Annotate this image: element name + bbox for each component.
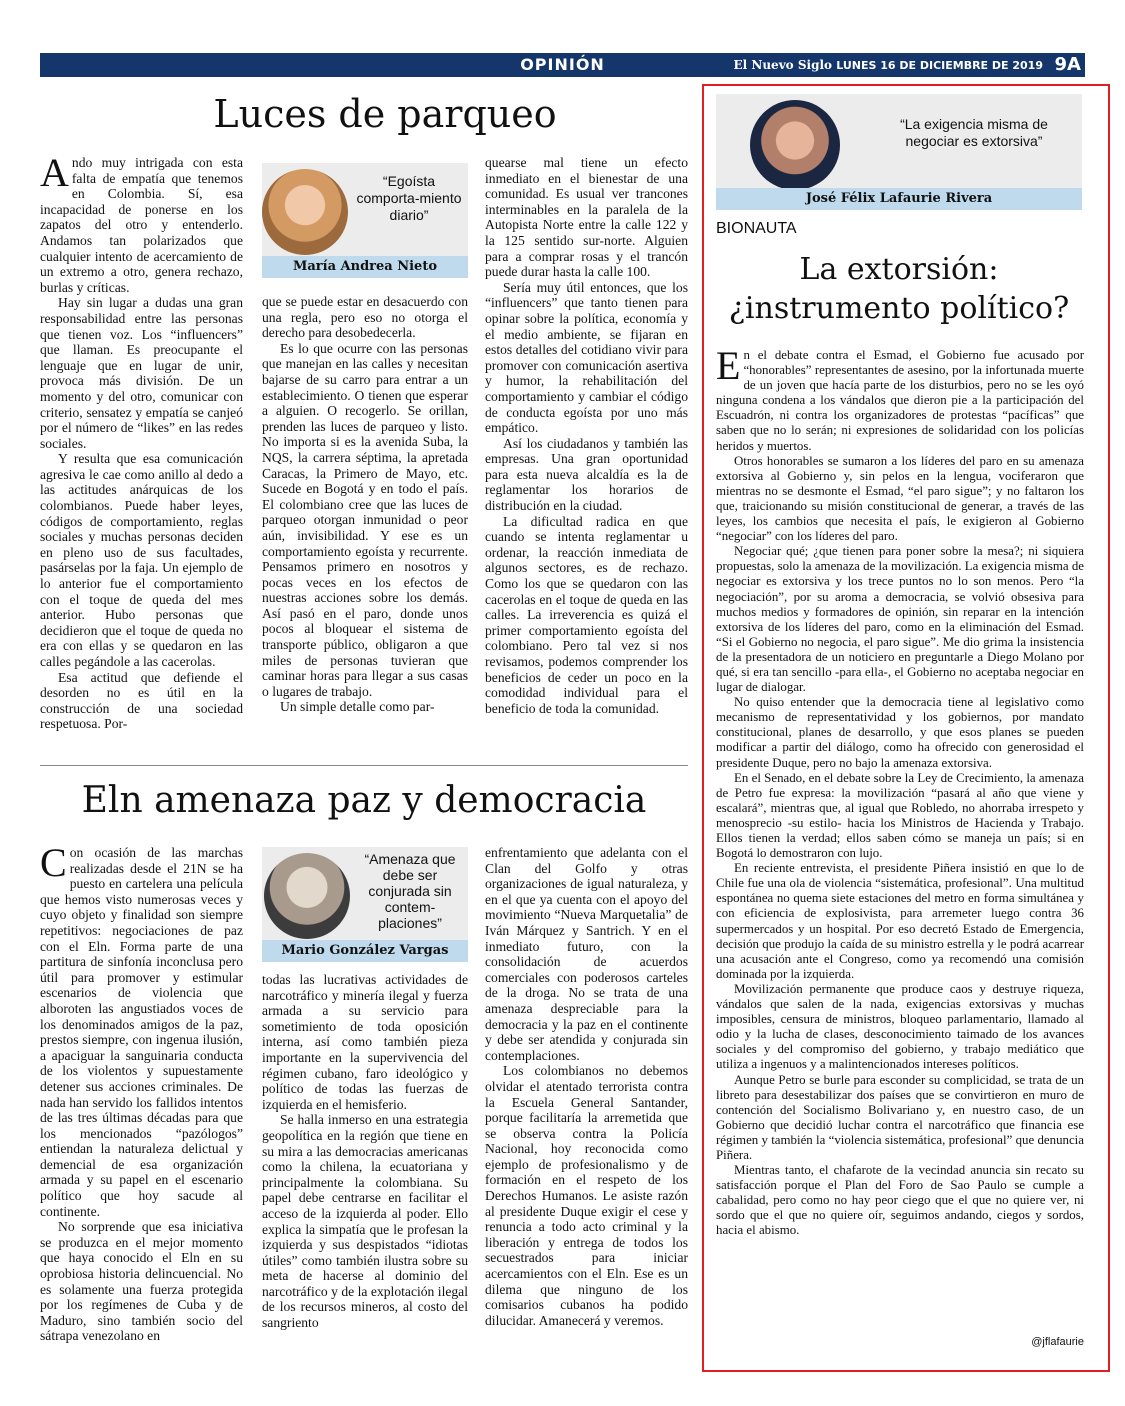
paragraph: No sorprende que esa iniciativa se produzca en el mejor momento que haya conocido el Eln en su oprobiosa historia delincuencial. No es solamente una fuerza protegida por los regímenes de Cuba y de Maduro, sino también socio del sátrapa venezolano en	[40, 1219, 243, 1344]
paragraph: Esa actitud que defiende el desorden no es útil en la construcción de una sociedad respetuosa. Por-	[40, 669, 243, 732]
paragraph: La dificultad radica en que cuando se intenta reglamentar u ordenar, la reacción inmediata de algunos sectores, es de rechazo. Como los que se quedaron con las cacerolas en el toque de queda en las calles. La irreverencia es quizá el primer comportamiento egoísta del colombiano. Pero tal vez si nos revisamos, podemos comprender los beneficios de ceder un poco en la comodidad individual para el beneficio de toda la comunidad.	[485, 513, 688, 716]
author-name: Mario González Vargas	[262, 940, 468, 962]
drop-cap: C	[40, 845, 67, 885]
author-name: José Félix Lafaurie Rivera	[716, 188, 1082, 210]
paper-name: El Nuevo Siglo	[733, 58, 833, 72]
paragraph: Movilización permanente que produce caos y destruye riqueza, vándalos que salen de la nada, exigencias extorsivas y muchas imposibles, censura de ministros, bloqueo parlamentario, llamado al odio y la lucha de clases, desconocimiento taimado de los avances sociales y del compromiso del gobierno, y trabajo mediático que utiliza a ingenuos y a malintencionados intereses políticos.	[716, 981, 1084, 1072]
paragraph: Negociar qué; ¿que tienen para poner sobre la mesa?; ni siquiera propuestas, solo la amenaza de la movilización. La exigencia misma de negociar es extorsiva y los trece puntos no lo son menos. Pero “la negociación”, por su aroma a democracia, se volvió obsesiva para muchos medios y formadores de opinión, sin reparar en la intención extorsiva de los líderes del paro, como en la eliminación del Esmad. “Si el Gobierno no negocia, el paro sigue”. Me dio grima la insistencia de la presentadora de un noticiero en preguntarle a Diego Molano por qué, si era tan sencillo -para ella-, el Gobierno no aceptaba negociar en lugar de dialogar.	[716, 544, 1084, 695]
paragraph: Los colombianos no debemos olvidar el atentado terrorista contra la Escuela General Santander, porque facilitaría la arremetida que se observa contra la Policía Nacional, hoy reconocida como ejemplo de profesionalismo y de formación en el respeto de los Derechos Humanos. Le asiste razón al presidente Duque exigir el cese y renuncia a todo acto criminal y la liberación y entrega de todos los secuestrados para iniciar acercamientos con el Eln. Ese es un dilema que ninguno de los comisarios cubanos ha podido dilucidar. Amanecerá y veremos.	[485, 1063, 688, 1328]
author-handle: @jflafaurie	[1031, 1336, 1084, 1348]
page-number: 9A	[1054, 54, 1081, 75]
paragraph: todas las lucrativas actividades de narcotráfico y minería ilegal y fuerza armada a su servicio para sometimiento de toda oposición interna, así como también pieza importante en la supervivencia del régimen cubano, faro ideológico y político de todas las fuerzas de izquierda en el hemisferio.	[262, 972, 468, 1112]
paragraph: Otros honorables se sumaron a los líderes del paro en su amenaza extorsiva al Gobierno y, sin pelos en la lengua, vociferaron que mientras no se desmonte el Esmad, “el paro sigue”; y no faltaron los que, traicionando su misión constitucional de generar, a través de las leyes, los cambios que necesita el país, le exigieron al Gobierno “negociar” con los líderes del paro.	[716, 453, 1084, 544]
article2-col2	[262, 972, 468, 1355]
pull-quote: “La exigencia misma de negociar es extorsiva”	[900, 116, 1048, 149]
column-kicker: BIONAUTA	[716, 220, 797, 237]
article1-col1	[40, 155, 243, 745]
issue-date: LUNES 16 DE DICIEMBRE DE 2019	[836, 59, 1043, 72]
article2-title: Eln amenaza paz y democracia	[81, 780, 647, 821]
article2-col1	[40, 845, 243, 1355]
pull-quote-box	[716, 94, 1082, 210]
paragraph: Sería muy útil entonces, que los “influencers” que tanto tienen para opinar sobre la política, economía y el medio ambiente, se fijaran en estos detalles del cotidiano vivir para promover con comunicación asertiva y humor, la rehabilitación del comportamiento y cambiar el código de conducta egoísta por uno más empático.	[485, 279, 688, 436]
paragraph: Mientras tanto, el chafarote de la vecindad anuncia sin recato su satisfacción porque el Plan del Foro de Sao Paulo se cumple a cabalidad, pero como no hay peor ciego que el que no quiere ver, ni sordo que el que no quiere oír, seguimos andando, ciegos y sordos, hacia el abismo.	[716, 1163, 1084, 1238]
author-photo	[750, 100, 840, 190]
pull-quote: “Amenaza que debe ser conjurada sin contem-placiones”	[364, 851, 456, 931]
paragraph: que se puede estar en desacuerdo con una regla, pero eso no otorga el derecho para desobedecerla.	[262, 294, 468, 341]
author-photo	[264, 853, 350, 939]
paragraph: ndo muy intrigada con esta falta de empatía que tenemos en Colombia. Sí, esa incapacidad de ponerse en los zapatos del otro y entenderlo. Andamos tan polarizados que cualquier intento de acercamiento de un extremo a otro, genera rechazo, burlas y críticas.	[40, 155, 243, 295]
author-name: María Andrea Nieto	[262, 256, 468, 278]
paragraph: Aunque Petro se burle para esconder su complicidad, se trata de un libreto para desestabilizar dos países que se convirtieron en muro de contención del Socialismo Bolivariano y, en nuestro caso, de un Gobierno que decidió luchar contra el narcotráfico que financia ese régimen y también la “violencia sistemática, profesional” que denuncia Piñera.	[716, 1072, 1084, 1162]
pull-quote-box	[262, 847, 468, 962]
paragraph: on ocasión de las marchas realizadas desde el 21N se ha puesto en cartelera una película que hemos visto numerosas veces y cuyo objeto y finalidad son siempre repetitivos: negociaciones de paz con el Eln. Forma parte de una partitura de sinfonía inconclusa pero útil para promover y estimular escenarios de violencia que alboroten las angustiados voces de los denominados amigos de la paz, prestos siempre, con ingenua ilusión, a apaciguar la sanguinaria conducta de los violentos y supuestamente detener sus acciones criminales. De nada han servido los fallidos intentos de las tres últimas décadas para que los mencionados “pazólogos” entiendan la naturaleza delictual y demencial de esa organización armada y su papel en el escenario político que hoy sacude al continente.	[40, 845, 243, 1219]
paragraph: Es lo que ocurre con las personas que manejan en las calles y necesitan bajarse de su carro para entrar a un establecimiento. O tienen que esperar a alguien. O recogerlo. Se orillan, prenden las luces de parqueo y listo. No importa si es la avenida Suba, la NQS, la carrera séptima, la apretada Caracas, la Primero de Mayo, etc. Sucede en Bogotá y en todo el país. El colombiano cree que las luces de parqueo otorgan inmunidad o peor aún, invisibilidad. Y ese es un comportamiento egoísta y recurrente. Pensamos primero en nosotros y pocas veces en los efectos de nuestras acciones sobre los demás. Así pasó en el paro, donde unos pocos al bloquear el sistema de transporte público, obligaron a que miles de personas tuvieran que caminar horas para llegar a sus casas o lugares de trabajo.	[262, 340, 468, 699]
section-header-bar	[40, 53, 1085, 77]
paragraph: Se halla inmerso en una estrategia geopolítica en la región que tiene en su mira a las democracias americanas como la chilena, la ecuatoriana y principalmente la colombiana. Su papel debe centrarse en facilitar el acceso de la izquierda al poder. Ello explica la simpatía que le profesan la izquierda y sus despistados “idiotas útiles” como también ilustra sobre su meta de hacerse al dominio del narcotráfico y de la explotación ilegal de los recursos mineros, al costo del sangriento	[262, 1112, 468, 1331]
author-photo	[262, 169, 348, 255]
article3-title-line2: ¿instrumento político?	[728, 291, 1070, 326]
pull-quote: “Egoísta comporta-miento diario”	[356, 173, 462, 223]
paragraph: Así los ciudadanos y también las empresas. Una gran oportunidad para esta nueva alcaldía es la de reglamentar los horarios de distribución en la ciudad.	[485, 435, 688, 514]
article3-title-line1: La extorsión:	[799, 252, 999, 287]
section-title: OPINIÓN	[520, 55, 605, 74]
article3-body	[716, 348, 1084, 1332]
article2-col3	[485, 845, 688, 1355]
paragraph: Hay sin lugar a dudas una gran responsabilidad entre las personas que tienen voz. Los “influencers” que llaman. Es preocupante el lenguaje que en lugar de unir, provoca más división. De un momento y del otro, comunicar con criterio, sensatez y empatía se canjeó por el número de “likes” en las redes sociales.	[40, 295, 243, 451]
section-divider	[40, 765, 688, 766]
paragraph: n el debate contra el Esmad, el Gobierno fue acusado por “honorables” representantes de asesino, por la infortunada muerte de un joven que hacía parte de los disturbios, pero no se les oyó ninguna condena a los vándalos que dieron pie a la participación del Escuadrón, ni contra los organizadores de protestas “pacíficas” que saben que no lo serán; ni expresiones de solidaridad con los policías heridos y muertos.	[716, 348, 1084, 453]
pull-quote-box	[262, 163, 468, 278]
article1-col2	[262, 294, 468, 744]
masthead-date	[733, 58, 1043, 72]
article1-col3	[485, 155, 688, 745]
paragraph: enfrentamiento que adelanta con el Clan del Golfo y otras organizaciones de igual naturaleza, y en el que ya cuenta con el apoyo del movimiento “Nueva Marquetalia” de Iván Márquez y Santrich. Y en el inmediato futuro, con la consolidación de acuerdos comerciales con poderosos carteles de la droga. No se trata de una amenaza despreciable para la democracia y la paz en el continente y debe ser atendida y conjurada sin contemplaciones.	[485, 845, 688, 1063]
paragraph: En reciente entrevista, el presidente Piñera insistió en que lo de Chile fue una ola de violencia “sistemática, profesional”. Una multitud espontánea no quema siete estaciones del metro en forma simultánea y con eficiencia de explosivista, para arremeter luego contra 36 supermercados y un hospital. Por eso decretó Estado de Emergencia, decisión que produjo la caída de su ministro estrella y le podrá acarrear una acusación ante el Congreso, como ya recomendó una comisión dominada por la izquierda.	[716, 861, 1084, 981]
paragraph: Y resulta que esa comunicación agresiva le cae como anillo al dedo a las actitudes anárquicas de los colombianos. Puede haber leyes, códigos de comportamiento, reglas sociales y muchas personas deciden en pleno uso de sus facultades, pasárselas por la faja. Un ejemplo de lo anterior fue el comportamiento con el toque de queda del mes anterior. Hubo personas que decidieron que el toque de queda no era con ellas y se quedaron en las calles pegándole a las cacerolas.	[40, 451, 243, 669]
paragraph: Un simple detalle como par-	[280, 699, 435, 715]
article1-title: Luces de parqueo	[213, 92, 557, 136]
paragraph: quearse mal tiene un efecto inmediato en el bienestar de una comunidad. Es usual ver trancones interminables en la paralela de la Autopista Norte entre la calle 122 y la 125 sentido sur-norte. Alguien para a comprar rosas y el trancón puede durar hasta la calle 100.	[485, 155, 688, 280]
drop-cap: E	[716, 348, 741, 388]
paragraph: En el Senado, en el debate sobre la Ley de Crecimiento, la amenaza de Petro fue expresa: la movilización “pasará al año que viene y escalará”, mientras que, al igual que Robledo, no ahorraba irrespeto y menosprecio -su estilo- hacia los Ministros de Hacienda y Trabajo. Ellos tienen la verdad; ellos saben cómo se maneja un país; si en Bogotá lo demostraron con lujo.	[716, 770, 1084, 861]
paragraph: No quiso entender que la democracia tiene al legislativo como mecanismo de representatividad y los gobiernos, por mandato constitucional, planes de desarrollo, y que esos planes se pueden modificar a partir del diálogo, como ha ofrecido con generosidad el presidente Duque, pero no bajo la amenaza extorsiva.	[716, 695, 1084, 770]
drop-cap: A	[40, 155, 69, 195]
